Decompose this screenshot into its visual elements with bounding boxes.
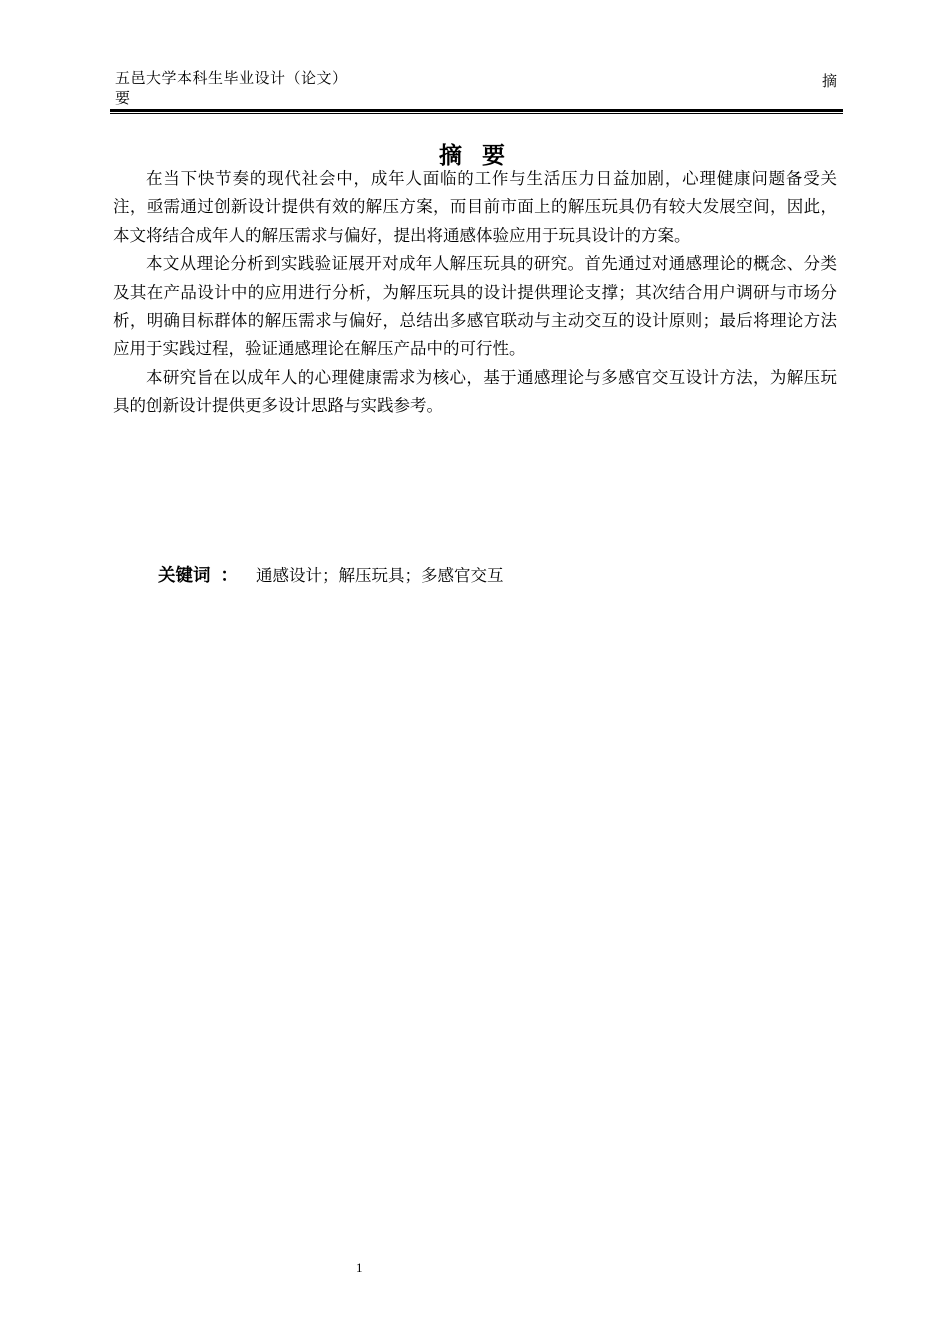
keywords-colon: ：	[220, 566, 238, 586]
page-number: 1	[356, 1260, 363, 1275]
keywords-line	[158, 562, 504, 590]
header-rule-thin	[110, 113, 843, 114]
keywords-value: 通感设计；解压玩具；多感官交互	[256, 566, 504, 585]
abstract-body	[113, 165, 837, 421]
keywords-label: 关键词	[158, 566, 211, 586]
header-section-continuation: 要	[115, 89, 131, 107]
header-rule-thick	[110, 109, 843, 112]
running-header-left	[115, 68, 348, 108]
abstract-title: 摘 要	[438, 143, 511, 169]
running-header-right: 摘	[821, 72, 837, 90]
abstract-paragraph-3: 本研究旨在以成年人的心理健康需求为核心，基于通感理论与多感官交互设计方法，为解压玩具的创新设计提供更多设计思路与实践参考。	[113, 367, 837, 416]
abstract-paragraph-2: 本文从理论分析到实践验证展开对成年人解压玩具的研究。首先通过对通感理论的概念、分类及其在产品设计中的应用进行分析，为解压玩具的设计提供理论支撑；其次结合用户调研与市场分析，明确目标群体的解压需求与偏好，总结出多感官联动与主动交互的设计原则；最后将理论方法应用于实践过程，验证通感理论在解压产品中的可行性。	[113, 254, 837, 359]
abstract-paragraph-1: 在当下快节奏的现代社会中，成年人面临的工作与生活压力日益加剧，心理健康问题备受关注，亟需通过创新设计提供有效的解压方案，而目前市面上的解压玩具仍有较大发展空间，因此，本文将结合成年人的解压需求与偏好，提出将通感体验应用于玩具设计的方案。	[113, 169, 837, 245]
header-university-title: 五邑大学本科生毕业设计（论文）	[115, 69, 348, 87]
